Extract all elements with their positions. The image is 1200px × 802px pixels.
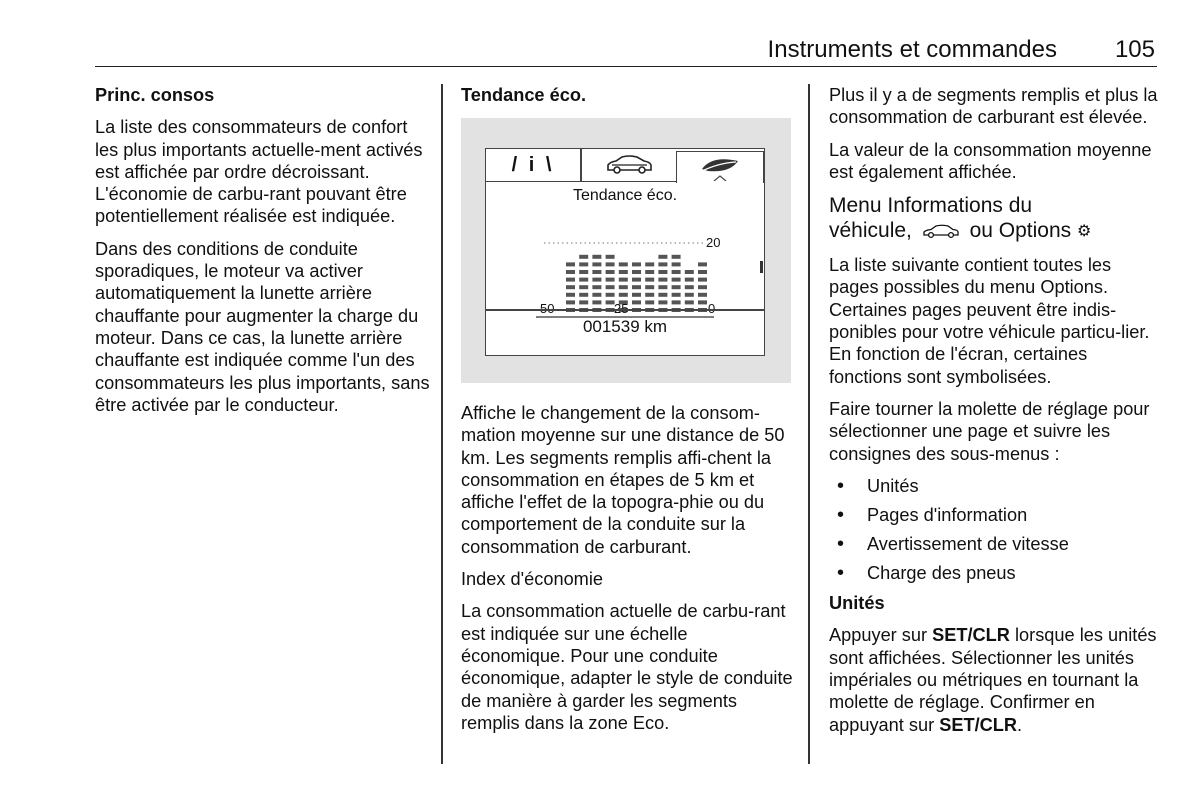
bar-segment [698,270,707,274]
paragraph-consommateurs: La liste des consommateurs de confort les plus importants actuelle-ment activés est affichée par ordre décroissant. L'économie de carbu-rant pouvant être potentiellement réalisée est indiquée. [95,117,423,227]
heading-tendance-eco: Tendance éco. [461,85,586,105]
bar-column [579,255,588,312]
bar-column [592,255,601,312]
bar-segment [672,293,681,297]
bar-segment [619,262,628,266]
bar-segment [672,285,681,289]
bar-segment [606,262,615,266]
bar-segment [566,270,575,274]
bar-segment [592,293,601,297]
car-icon [922,223,960,239]
bar-segment [645,293,654,297]
heading-line1: Menu Informations du [829,194,1033,218]
bar-segment [658,278,667,282]
bar-segment [566,278,575,282]
bar-segment [658,300,667,304]
section-title: Instruments et commandes [767,36,1057,63]
bar-segment [672,278,681,282]
heading-line2b: ou Options [969,219,1072,243]
heading-unites: Unités [829,593,885,614]
bar-segment [606,293,615,297]
heading-princ-consos: Princ. consos [95,85,215,105]
setclr-label: SET/CLR [932,625,1010,646]
bar-segment [672,270,681,274]
display-tabs [486,149,764,182]
odometer-value: 001539 km [582,317,668,336]
bar-segment [579,255,588,259]
bar-segment [619,278,628,282]
paragraph-appuyer [829,624,1164,735]
gear-icon: ⚙ [1077,223,1092,241]
bar-segment [645,270,654,274]
paragraph-segments: Plus il y a de segments remplis et plus la consommation de carburant est élevée. [829,85,1158,128]
text-period: . [1017,714,1023,735]
car-icon [582,149,676,181]
y-max-label: 20 [706,235,721,250]
bar-segment [566,285,575,289]
bar-segment [592,255,601,259]
paragraph-valeur: La valeur de la consommation moyenne est également affichée. [829,139,1152,182]
bar-segment [698,285,707,289]
screen-title: Tendance éco. [572,187,678,204]
bar-segment [698,300,707,304]
column-divider-2 [808,84,810,764]
bar-segment [672,255,681,259]
bar-segment [632,300,641,304]
bar-segment [619,285,628,289]
bar-segment [606,278,615,282]
bar-column [632,262,641,312]
bar-segment [658,255,667,259]
bar-segment [658,293,667,297]
list-item: • Pages d'information [829,504,1164,526]
bar-segment [579,293,588,297]
bars-group [566,255,707,312]
km-divider [486,309,764,311]
scroll-indicator [760,261,763,273]
column-3 [829,84,1164,746]
bar-segment [632,270,641,274]
bar-segment [592,300,601,304]
bar-segment [579,278,588,282]
column-1 [95,84,430,426]
column-2 [461,84,796,116]
tab-eco [678,149,762,181]
heading-menu-informations [829,193,1164,244]
bar-segment [632,285,641,289]
bar-column [672,255,681,312]
bar-segment [645,285,654,289]
bar-segment [698,278,707,282]
setclr-label: SET/CLR [939,714,1018,735]
bar-segment [606,255,615,259]
page-number: 105 [1114,36,1155,63]
bar-segment [685,270,694,274]
bar-segment [566,262,575,266]
bar-segment [658,262,667,266]
bar-segment [579,270,588,274]
road-icon: / i \ [511,154,555,176]
bar-segment [658,285,667,289]
heading-index-economie: Index d'économie [461,569,603,590]
bar-segment [672,262,681,266]
bar-segment [685,300,694,304]
bar-segment [606,270,615,274]
tab-trip [486,149,580,181]
bar-segment [632,278,641,282]
list-item: • Avertissement de vitesse [829,533,1164,555]
bar-column [698,262,707,312]
bar-segment [566,293,575,297]
bar-segment [672,300,681,304]
bar-segment [685,278,694,282]
column-2-body [461,402,796,744]
paragraph-conditions: Dans des conditions de conduite sporadiques, le moteur va activer automatiquement la lunette arrière chauffante pour augmenter la charge du moteur. Dans ce cas, la lunette arrière chauffante est indiquée comme l'un des consommateurs les plus importants, sans être activée par le conducteur. [95,238,430,415]
bar-segment [592,285,601,289]
bar-segment [592,262,601,266]
column-divider-1 [441,84,443,764]
bar-segment [685,285,694,289]
bar-segment [645,278,654,282]
bar-column [645,262,654,312]
bar-segment [579,262,588,266]
bar-segment [658,270,667,274]
bar-segment [645,262,654,266]
paragraph-consommation-actuelle: La consommation actuelle de carbu-rant est indiquée sur une échelle économique. Pour une conduite économique, adapter le style de conduite de manière à garder les segments remplis dans la zone Eco. [461,601,793,733]
bar-segment [685,293,694,297]
bar-column [658,255,667,312]
text-appuyer: Appuyer sur [829,625,933,646]
list-item: • Charge des pneus [829,562,1164,584]
info-display-screen [485,148,765,356]
paragraph-liste-suivante: La liste suivante contient toutes les pages possibles du menu Options. Certaines pages peuvent être indis-ponibles pour votre véhicule particu-lier. En fonction de l'écran, certaines fonctions sont symbolisées. [829,255,1150,387]
bar-column [685,270,694,312]
bar-segment [566,300,575,304]
list-item: • Unités [829,475,1164,497]
bar-segment [632,262,641,266]
tab-vehicle [582,149,676,181]
bar-segment [619,293,628,297]
heading-line2a: véhicule, [829,219,912,243]
bar-segment [579,300,588,304]
paragraph-affiche: Affiche le changement de la consom-mation moyenne sur une distance de 50 km. Les segments remplis affi-chent la consommation en étapes de 5 km et affiche l'effet de la topogra-phie ou du comportement de la conduite sur la consommation de carburant. [461,403,785,557]
bar-segment [592,278,601,282]
bar-column [566,262,575,312]
bar-segment [592,270,601,274]
paragraph-molette: Faire tourner la molette de réglage pour sélectionner une page et suivre les consignes des sous-menus : [829,398,1150,464]
display-illustration [461,118,791,383]
bar-segment [698,293,707,297]
text-unites-affichees: lorsque les unités sont affichées. Sélectionner les unités impériales ou métriques en tournant la molette de réglage. Confirmer en appuyant sur [829,625,1157,735]
bar-segment [619,270,628,274]
bar-segment [579,285,588,289]
options-list [829,475,1164,584]
bar-segment [606,285,615,289]
bar-segment [645,300,654,304]
page-header [95,34,1157,67]
bar-segment [632,293,641,297]
leaf-icon [678,149,762,181]
bar-segment [698,262,707,266]
